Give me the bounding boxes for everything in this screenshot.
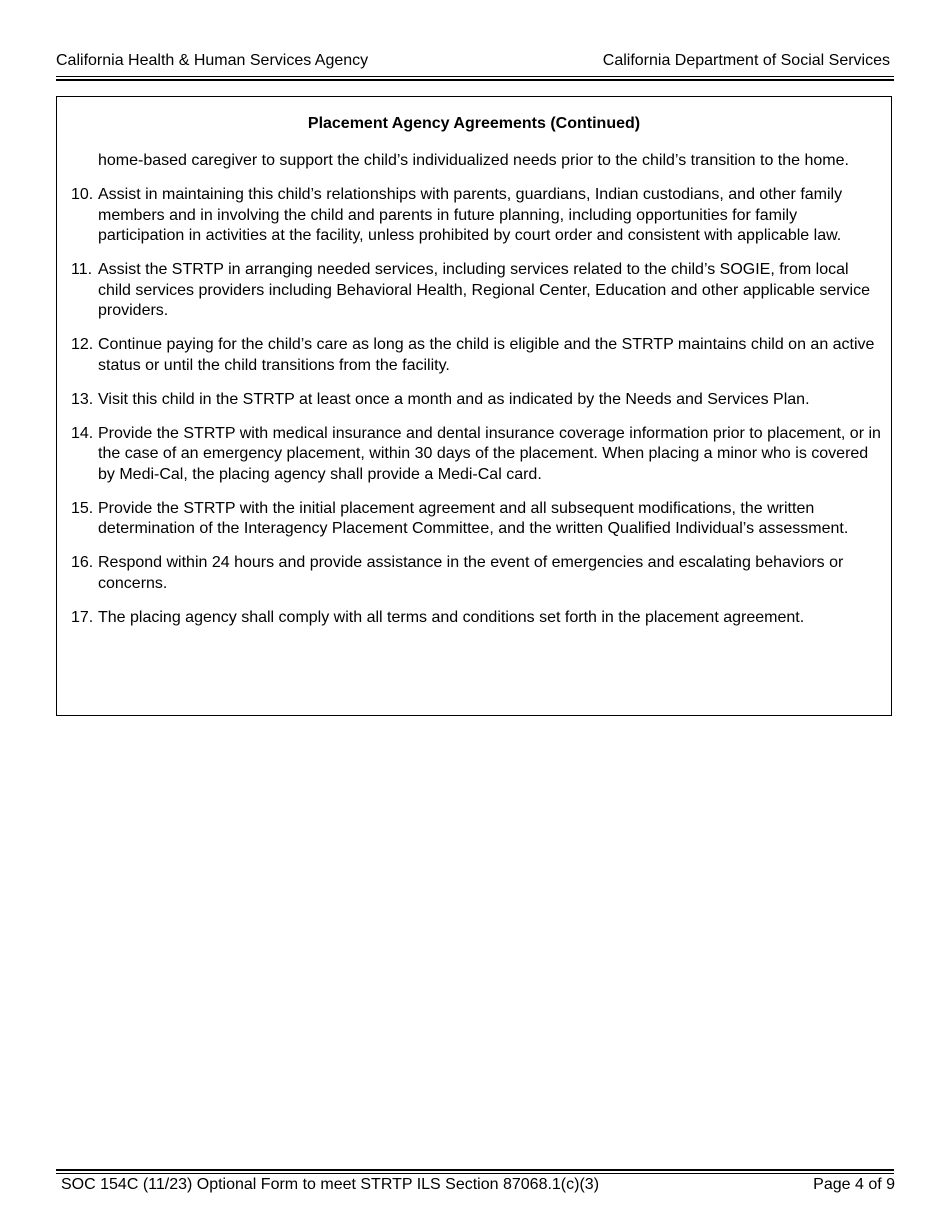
list-item xyxy=(71,390,883,411)
footer-divider-thick xyxy=(56,1169,894,1171)
page-number: Page 4 of 9 xyxy=(813,1176,895,1193)
list-item xyxy=(71,499,883,540)
list-item xyxy=(71,260,883,322)
item-number: 10. xyxy=(71,186,94,203)
header-agency: California Health & Human Services Agency xyxy=(56,52,369,69)
item-text: Visit this child in the STRTP at least once a month and as indicated by the Needs and Services Plan. xyxy=(98,390,810,408)
item-text: Provide the STRTP with the initial placement agreement and all subsequent modifications, the written determination of the Interagency Placement Committee, and the written Qualified Individual’s assessment. xyxy=(98,499,849,537)
item-text: Continue paying for the child’s care as long as the child is eligible and the STRTP maintains child on an active status or until the child transitions from the facility. xyxy=(98,336,875,374)
item-number: 12. xyxy=(71,336,94,353)
item-text: Respond within 24 hours and provide assistance in the event of emergencies and escalating behaviors or concerns. xyxy=(98,554,844,592)
continuation-paragraph: home-based caregiver to support the child’s individualized needs prior to the child’s transition to the home. xyxy=(98,152,849,169)
header-divider-thick xyxy=(56,79,894,81)
item-number: 13. xyxy=(71,390,94,408)
list-item xyxy=(71,185,883,247)
list-item xyxy=(71,335,883,376)
item-number: 17. xyxy=(71,608,94,626)
item-number: 11. xyxy=(71,261,93,278)
agreements-section xyxy=(56,96,892,716)
item-number: 15. xyxy=(71,499,94,517)
item-text: The placing agency shall comply with all terms and conditions set forth in the placement agreement. xyxy=(98,608,805,626)
form-identifier: SOC 154C (11/23) Optional Form to meet STRTP ILS Section 87068.1(c)(3) xyxy=(61,1176,600,1193)
list-item xyxy=(71,424,883,486)
item-text: Provide the STRTP with medical insurance and dental insurance coverage information prior to placement, or in the case of an emergency placement, within 30 days of the placement. When placing a minor who is covered by Medi-Cal, the placing agency shall provide a Medi-Cal card. xyxy=(98,424,881,483)
list-item xyxy=(71,608,883,629)
page-header xyxy=(56,52,894,74)
list-item xyxy=(71,553,883,594)
section-title: Placement Agency Agreements (Continued) xyxy=(307,115,641,132)
item-text: Assist in maintaining this child’s relationships with parents, guardians, Indian custodians, and other family members and in involving the child and parents in future planning, including opportunities for family participation in activities at the facility, unless prohibited by court order and consistent with applicable law. xyxy=(98,186,843,244)
item-text: Assist the STRTP in arranging needed services, including services related to the child’s SOGIE, from local child services providers including Behavioral Health, Regional Center, Education and other applicable service providers. xyxy=(98,261,870,319)
item-number: 16. xyxy=(71,554,94,571)
section-content xyxy=(71,151,883,642)
footer-divider xyxy=(56,1173,894,1174)
header-department: California Department of Social Services xyxy=(602,52,890,69)
header-divider xyxy=(56,76,894,77)
item-number: 14. xyxy=(71,424,94,442)
